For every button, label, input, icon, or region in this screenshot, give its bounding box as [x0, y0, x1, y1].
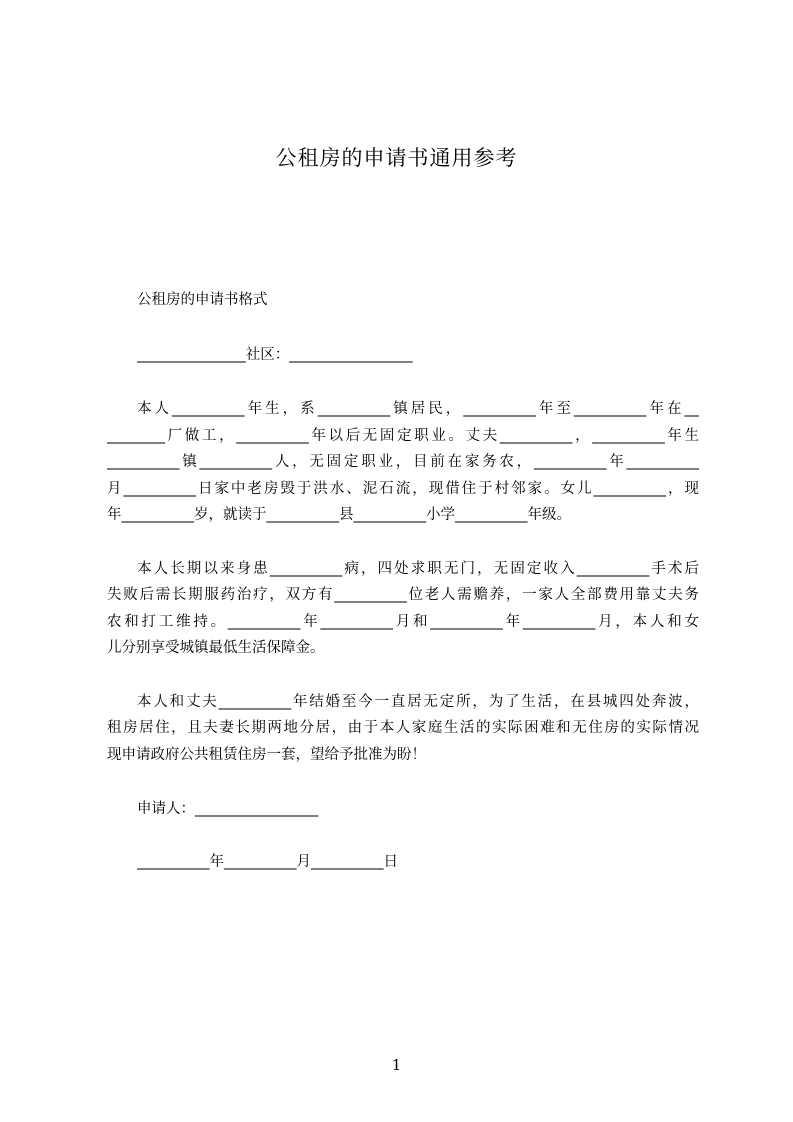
page-title: 公租房的申请书通用参考	[275, 146, 518, 170]
page-number: 1	[391, 1056, 402, 1074]
body-line: 农和打工维持。__________年__________月和__________年__________月，本人和女	[107, 614, 699, 630]
body-line: 本人长期以来身患__________病，四处求职无门，无固定收入__________手术后	[137, 561, 699, 577]
body-line: 月__________日家中老房毁于洪水、泥石流，现借住于村邻家。女儿__________，现	[107, 481, 699, 497]
body-line: __________镇__________人，无固定职业，目前在家务农，__________年__________	[107, 454, 699, 470]
section-heading: 公租房的申请书格式	[137, 292, 268, 308]
body-line: 现申请政府公共租赁住房一套，望给予批准为盼！	[107, 747, 426, 763]
date-line: __________年__________月__________日	[137, 854, 398, 870]
body-line: 儿分别享受城镇最低生活保障金。	[107, 640, 325, 656]
applicant-line: 申请人：_________________	[137, 801, 319, 817]
body-line: 本人__________年生，系__________镇居民，__________年至__________年在__	[137, 401, 699, 417]
community-line: _______________社区：_________________	[137, 347, 413, 363]
body-line: 本人和丈夫__________年结婚至今一直居无定所，为了生活，在县城四处奔波，	[137, 694, 699, 710]
body-line: 年__________岁，就读于__________县__________小学__________年级。	[107, 507, 571, 523]
body-line: ________厂做工，__________年以后无固定职业。丈夫__________，__________年生	[107, 428, 699, 444]
body-line: 租房居住，且夫妻长期两地分居，由于本人家庭生活的实际困难和无住房的实际情况	[107, 720, 699, 736]
body-line: 失败后需长期服药治疗，双方有__________位老人需赡养，一家人全部费用靠丈夫务	[107, 587, 699, 603]
